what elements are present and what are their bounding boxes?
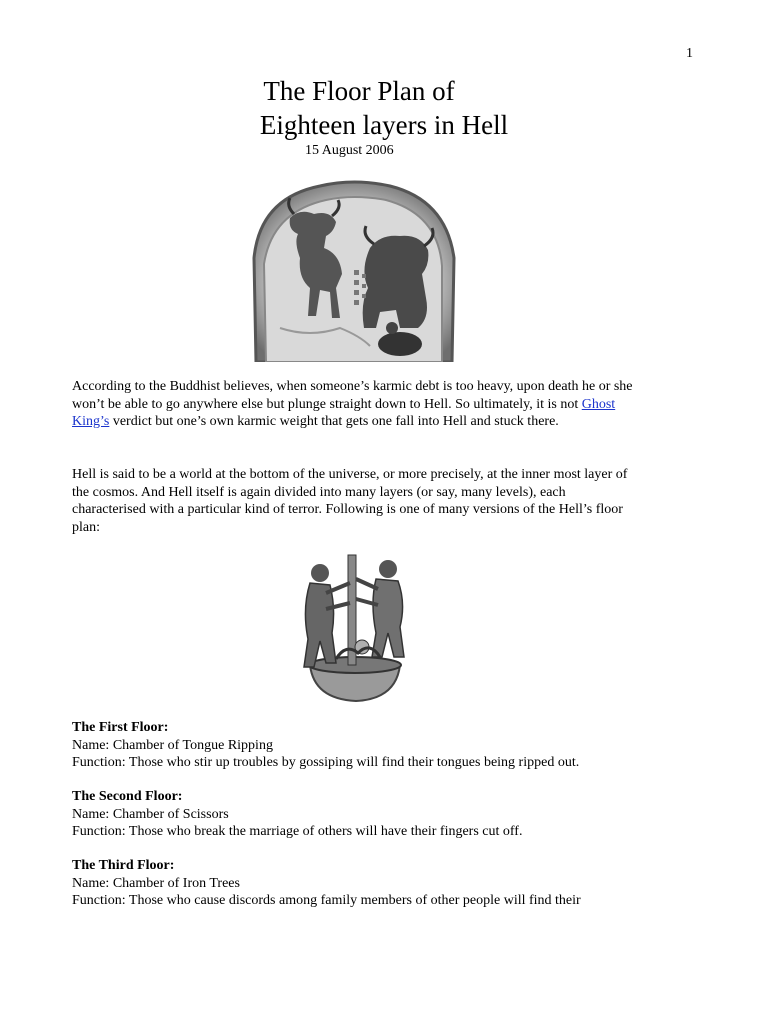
floor-function: Function: Those who cause discords among family members of other people will find their xyxy=(72,893,581,908)
page-title xyxy=(0,74,768,142)
intro-text-start: According to the Buddhist believes, when someone’s karmic debt is too heavy, upon death he or she won’t be able to go anywhere else but plunge straight down to Hell. So ultimately, it is not xyxy=(72,379,633,412)
floor-function: Function: Those who break the marriage of others will have their fingers cut off. xyxy=(72,824,523,839)
floor-heading: The Second Floor: xyxy=(72,789,183,804)
document-date: 15 August 2006 xyxy=(305,143,394,158)
floor-entry-second xyxy=(72,788,652,841)
ghost-king-link[interactable]: Ghost King’s xyxy=(72,396,616,429)
title-line-2: Eighteen layers in Hell xyxy=(259,110,509,140)
floor-heading: The Third Floor: xyxy=(72,858,175,873)
floor-name: Name: Chamber of Iron Trees xyxy=(72,875,240,891)
intro-text-end: verdict but one’s own karmic weight that gets one fall into Hell and stuck there. xyxy=(109,414,559,429)
page-number: 1 xyxy=(686,46,693,61)
ox-head-cave-illustration xyxy=(250,178,458,362)
hell-description-paragraph: Hell is said to be a world at the bottom of the universe, or more precisely, at the inner most layer of the cosmos. And Hell itself is again divided into many layers (or say, many levels), each characterised with a particular kind of terror. Following is one of many versions of the Hell’s floor plan: xyxy=(72,467,628,535)
demons-pounding-illustration xyxy=(296,553,414,703)
title-line-1: The Floor Plan of xyxy=(263,76,455,106)
floor-entry-third xyxy=(72,857,652,910)
floor-function: Function: Those who stir up troubles by gossiping will find their tongues being ripped out. xyxy=(72,755,580,770)
floor-name: Name: Chamber of Scissors xyxy=(72,806,229,822)
floor-name: Name: Chamber of Tongue Ripping xyxy=(72,737,273,753)
floor-entry-first xyxy=(72,719,652,772)
floor-heading: The First Floor: xyxy=(72,720,169,735)
intro-paragraph xyxy=(72,378,642,431)
